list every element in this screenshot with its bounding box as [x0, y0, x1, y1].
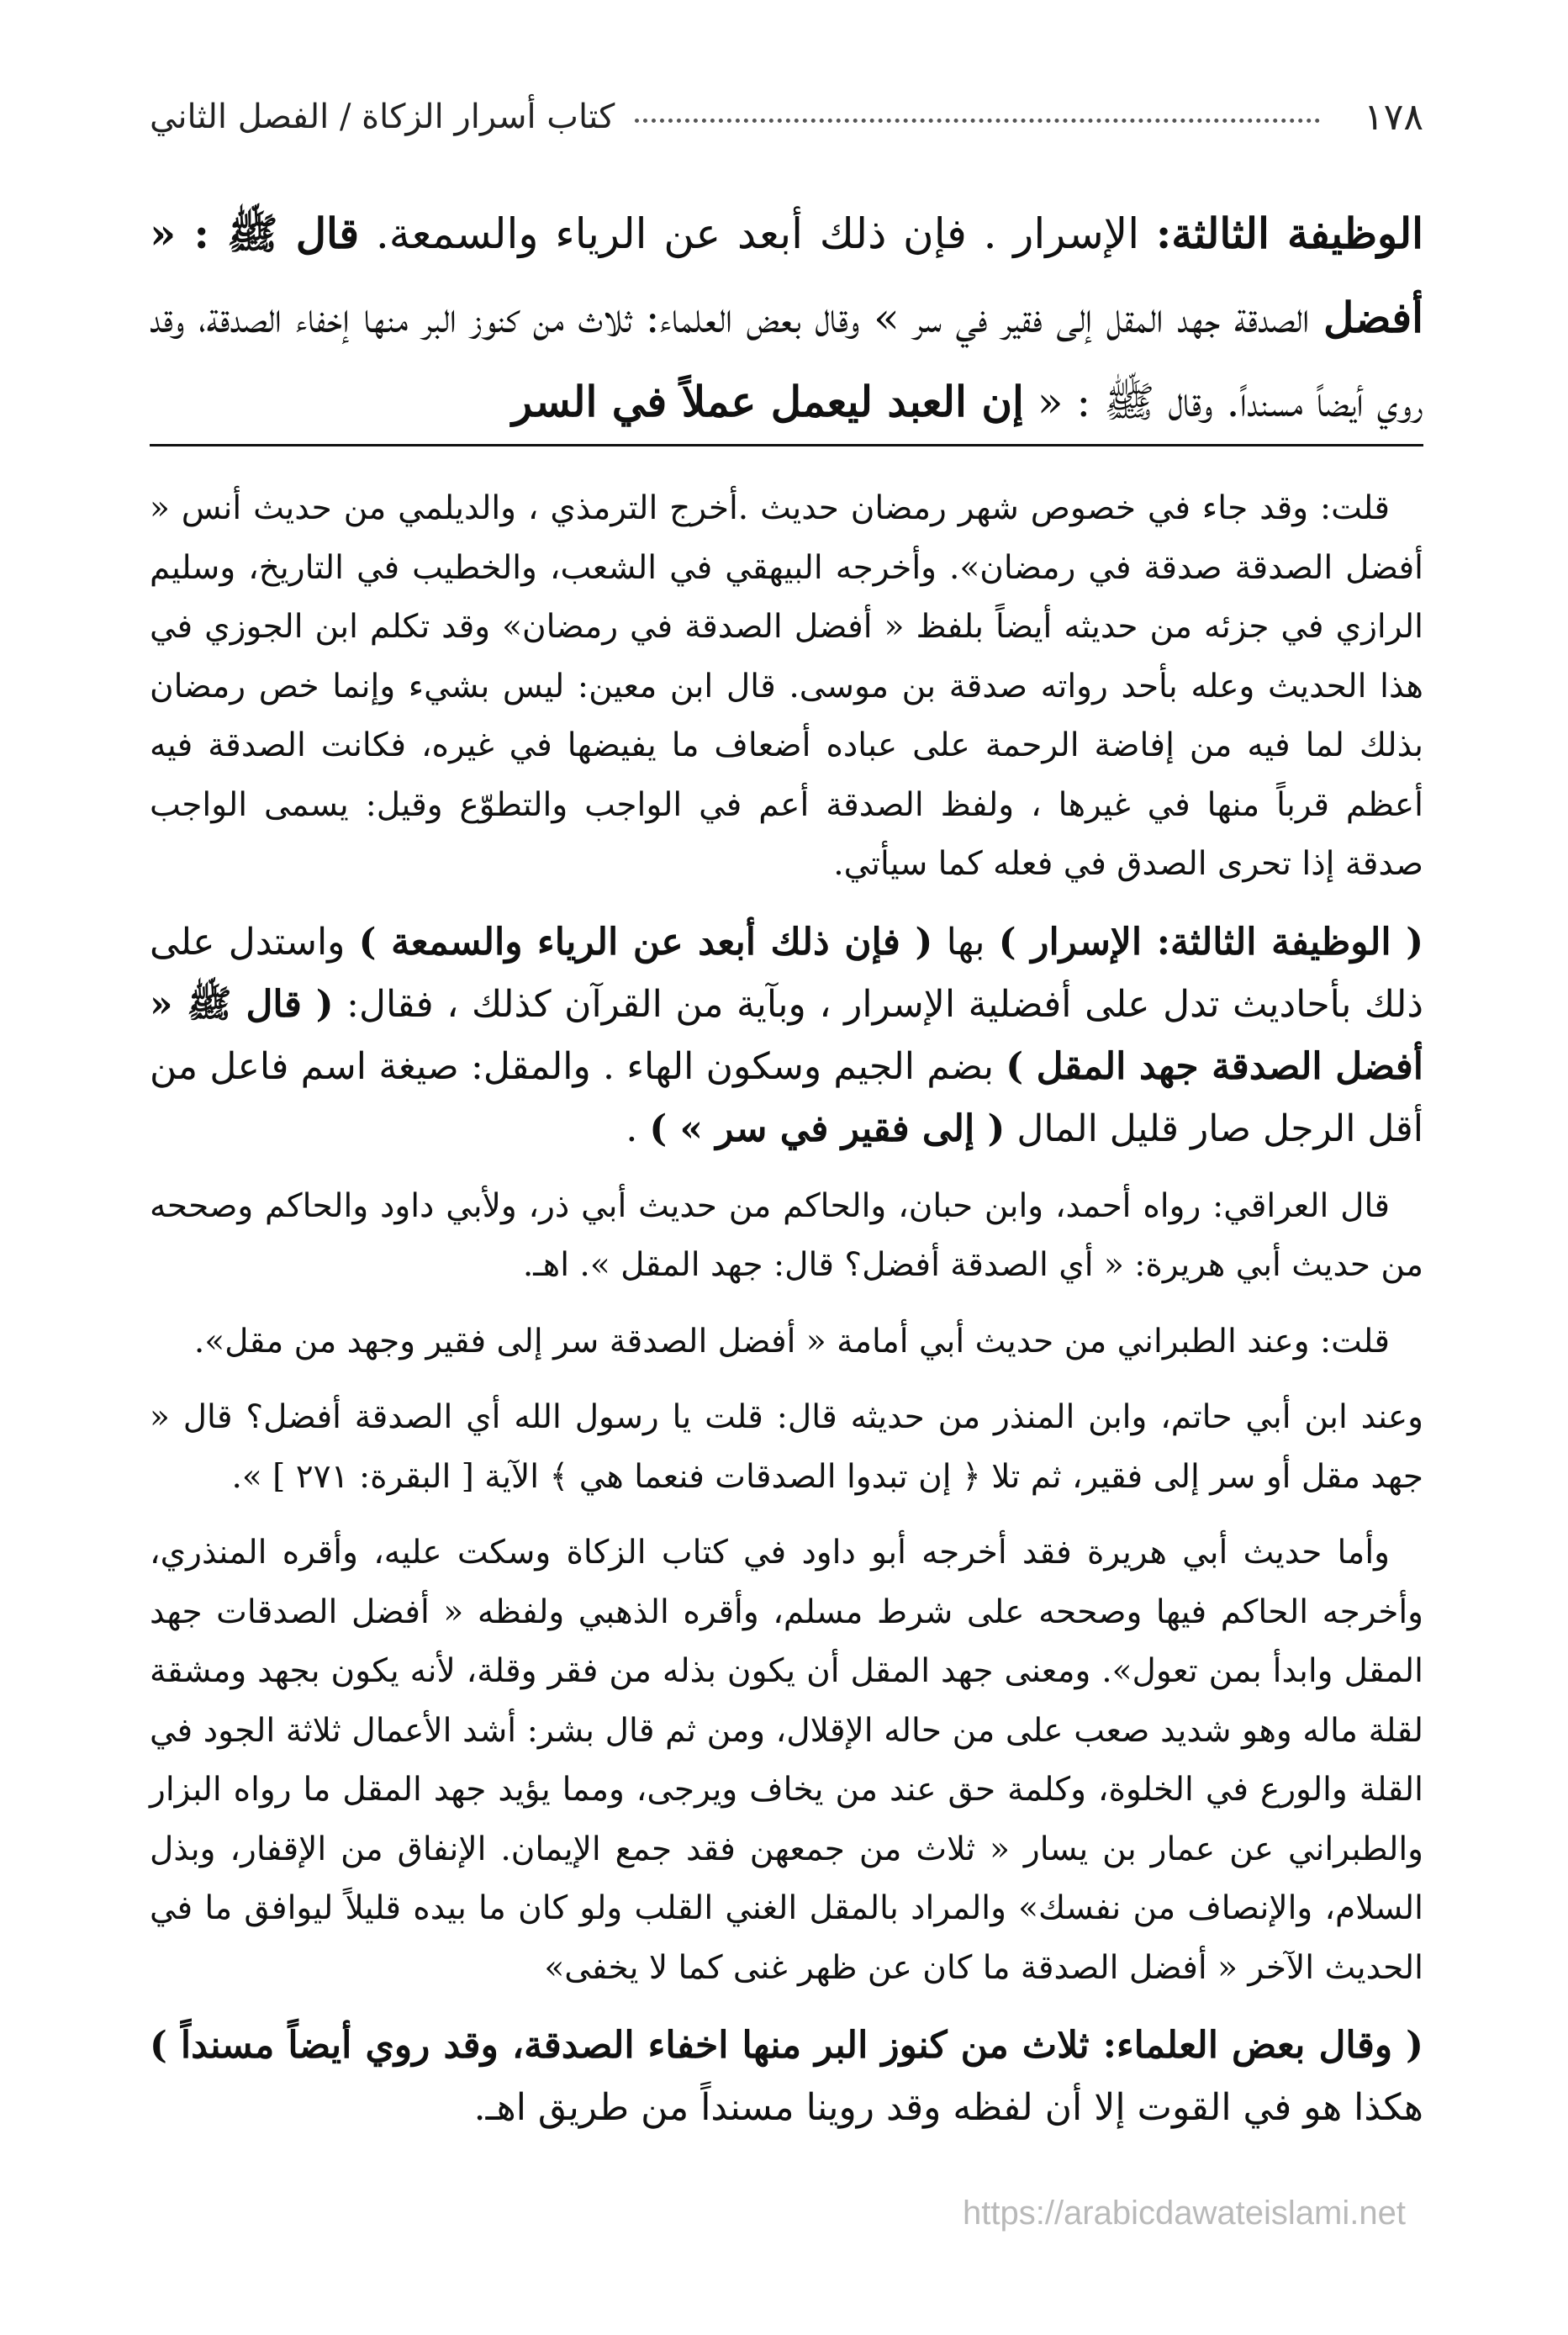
quoted-matn: ( فإن ذلك أبعد عن الرياء والسمعة ) — [358, 920, 933, 964]
commentary-text: بها — [932, 920, 999, 964]
commentary-text: هكذا هو في القوت إلا أن لفظه وقد روينا مسنداً من طريق اهـ. — [473, 2086, 1423, 2129]
quoted-matn: ( قال ﷺ « أفضل الصدقة جهد المقل ) — [150, 982, 1423, 1088]
main-text-segment: الصدقة جهد المقل إلى فقير في سر » وقال بعض العلماء: ثلاث من كنوز البر منها إخفاء الصدقة، وقد روي أيضاً مسنداً. وقال ﷺ : « — [150, 293, 1423, 426]
main-text-bold-segment: قال ﷺ : « أفضل — [150, 209, 1423, 342]
commentary-paragraph — [150, 2015, 1423, 2139]
running-title: كتاب أسرار الزكاة / الفصل الثاني — [150, 98, 615, 136]
commentary-text: واستدل على ذلك بأحاديث تدل على أفضلية الإسرار ، وبآية من القرآن كذلك ، فقال: — [150, 920, 1423, 1026]
main-text-segment: الإسرار . فإن ذلك أبعد عن الرياء والسمعة. — [359, 209, 1156, 258]
commentary-text: . — [626, 1107, 650, 1150]
main-text-bold-segment: إن العبد ليعمل عملاً في السر — [512, 377, 1024, 426]
commentary-paragraph: قال العراقي: رواه أحمد، وابن حبان، والحاكم من حديث أبي ذر، ولأبي داود والحاكم وصححه من حديث أبي هريرة: « أي الصدقة أفضل؟ قال: جهد المقل ». اهـ. — [150, 1186, 1423, 1284]
footnote-divider — [150, 444, 1423, 446]
quoted-matn: ( وقال بعض العلماء: ثلاث من كنوز البر منها اخفاء الصدقة، وقد روي أيضاً مسنداً ) — [150, 2024, 1423, 2067]
quoted-matn: ( الوظيفة الثالثة: الإسرار ) — [998, 920, 1424, 964]
commentary-paragraph: قلت: وقد جاء في خصوص شهر رمضان حديث .أخرج الترمذي ، والديلمي من حديث أنس « أفضل الصدقة صدقة في رمضان». وأخرجه البيهقي في الشعب، والخطيب في التاريخ، وسليم الرازي في جزئه من حديثه أيضاً بلفظ « أفضل الصدقة في رمضان» وقد تكلم ابن الجوزي في هذا الحديث وعله بأحد رواته صدقة بن موسى. قال ابن معين: ليس بشيء وإنما خص رمضان بذلك لما فيه من إفاضة الرحمة على عباده أضعاف ما يفيضها في غيره، فكانت الصدقة فيه أعظم قرباً منها في غيرها ، ولفظ الصدقة أعم في الواجب والتطوّع وقيل: يسمى الواجب صدقة إذا تحرى الصدق في فعله كما سيأتي. — [150, 489, 1423, 883]
main-text — [150, 192, 1423, 444]
header-dotted-leader — [635, 119, 1320, 123]
commentary-paragraph: قلت: وعند الطبراني من حديث أبي أمامة « أفضل الصدقة سر إلى فقير وجهد من مقل». — [193, 1322, 1390, 1360]
commentary-text: بضم الجيم وسكون الهاء . والمقل: صيغة اسم فاعل من أقل الرجل صار قليل المال — [150, 1044, 1423, 1150]
commentary-paragraph: وأما حديث أبي هريرة فقد أخرجه أبو داود في كتاب الزكاة وسكت عليه، وأقره المنذري، وأخرجه الحاكم فيها وصححه على شرط مسلم، وأقره الذهبي ولفظه « أفضل الصدقات جهد المقل وابدأ بمن تعول». ومعنى جهد المقل أن يكون بذله من فقر وقلة، لأنه يكون بجهد ومشقة لقلة ماله وهو شديد صعب على من حاله الإقلال، ومن ثم قال بشر: أشد الأعمال ثلاثة الجود في القلة والورع في الخلوة، وكلمة حق عند من يخاف ويرجى، ومما يؤيد جهد المقل ما رواه البزار والطبراني عن عمار بن يسار « ثلاث من جمعهن فقد جمع الإيمان. الإنفاق من الإقفار، وبذل السلام، والإنصاف من نفسك» والمراد بالمقل الغني القلب ولو كان ما بيده قليلاً ليوافق ما في الحديث الآخر « أفضل الصدقة ما كان عن ظهر غنى كما لا يخفى» — [150, 1534, 1423, 1987]
watermark-url: https://arabicdawateislami.net — [963, 2195, 1406, 2232]
commentary — [150, 479, 1423, 2156]
quoted-matn: ( إلى فقير في سر » ) — [649, 1107, 1006, 1150]
page-header — [150, 87, 1423, 146]
page-number: ١٧٨ — [1364, 95, 1423, 139]
commentary-paragraph — [150, 911, 1423, 1160]
commentary-paragraph: وعند ابن أبي حاتم، وابن المنذر من حديثه قال: قلت يا رسول الله أي الصدقة أفضل؟ قال « جهد مقل أو سر إلى فقير، ثم تلا ﴿ إن تبدوا الصدقات فنعما هي ﴾ الآية [ البقرة: ٢٧١ ] ». — [150, 1398, 1423, 1496]
main-heading: الوظيفة الثالثة: — [1155, 209, 1423, 258]
